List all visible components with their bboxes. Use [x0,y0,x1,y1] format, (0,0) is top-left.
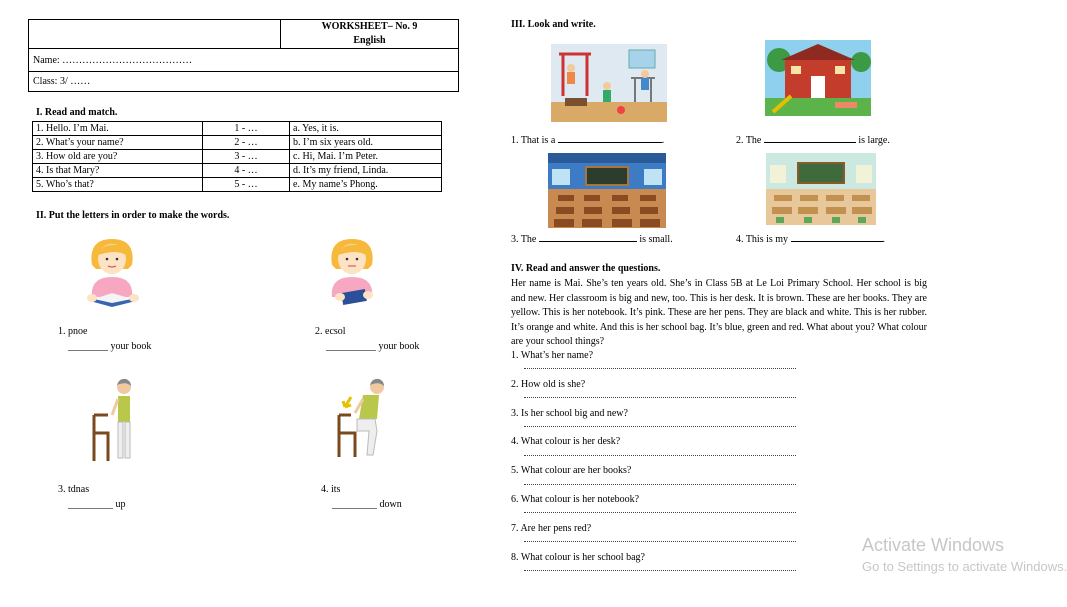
man-sit-down-illustration [333,375,395,465]
gym-picture [551,44,667,122]
answer-line-2[interactable] [524,397,796,398]
item-answer-4 [332,499,402,510]
header-table [28,19,459,92]
match-number: 2 - … [203,136,290,150]
match-number: 5 - … [203,178,290,192]
section-3-title: III. Look and write. [511,19,596,30]
answer-line-8[interactable] [524,570,796,571]
table-row [33,122,442,136]
match-number: 1 - … [203,122,290,136]
answer-line-5[interactable] [524,484,796,485]
activate-windows-subtext: Go to Settings to activate Windows. [862,559,1067,574]
class-field: Class: 3/ …… [29,72,459,92]
item-tail: your book [110,341,152,352]
match-answer: c. Hi, Mai. I’m Peter. [290,150,442,164]
question-7: 7. Are her pens red? [511,523,592,534]
item-word-4: 4. its [321,484,341,495]
girl-close-book-illustration [318,235,390,310]
match-question: 2. What’s your name? [33,136,203,150]
question-6: 6. What colour is her notebook? [511,494,640,505]
small-classroom-picture [766,153,876,225]
match-answer: b. I’m six years old. [290,136,442,150]
question-5: 5. What colour are her books? [511,465,632,476]
item-tail: down [379,499,402,510]
prompt-text: 2. The [736,135,762,146]
prompt-end: is large. [858,135,890,146]
blank-line [539,241,637,242]
blank-line: _________ [332,499,377,510]
blank-line: __________ [326,341,376,352]
question-2: 2. How old is she? [511,379,586,390]
answer-line-3[interactable] [524,426,796,427]
match-question: 5. Who’s that? [33,178,203,192]
prompt-end: is small. [639,234,673,245]
answer-line-4[interactable] [524,455,796,456]
prompt-end: . [882,234,886,245]
match-answer: a. Yes, it is. [290,122,442,136]
table-row [33,150,442,164]
prompt-text: 3. The [511,234,537,245]
match-answer: d. It’s my friend, Linda. [290,164,442,178]
match-question: 1. Hello. I’m Mai. [33,122,203,136]
activate-windows-watermark: Activate Windows [862,535,1005,555]
name-field: Name: ………………………………… [29,49,459,72]
question-4: 4. What colour is her desk? [511,436,621,447]
item-word-2: 2. ecsol [315,326,346,337]
header-blank-cell [29,20,281,49]
item-word-3: 3. tdnas [58,484,90,495]
prompt-text: 4. This is my [736,234,789,245]
look-write-4 [736,234,885,245]
answer-line-6[interactable] [524,512,796,513]
girl-open-book-illustration [78,235,150,310]
match-table [32,121,442,192]
big-classroom-picture [548,153,666,228]
prompt-text: 1. That is a [511,135,556,146]
match-answer: e. My name’s Phong. [290,178,442,192]
section-4-title: IV. Read and answer the questions. [511,263,661,274]
match-question: 3. How old are you? [33,150,203,164]
worksheet-subject: English [353,35,386,46]
look-write-2 [736,135,890,146]
table-row [33,164,442,178]
header-title-cell [281,20,459,49]
look-write-1 [511,135,664,146]
match-number: 4 - … [203,164,290,178]
table-row [33,136,442,150]
item-answer-3 [68,499,126,510]
blank-line: ________ [68,341,108,352]
match-number: 3 - … [203,150,290,164]
question-1: 1. What’s her name? [511,350,594,361]
man-stand-up-illustration [86,375,148,465]
blank-line [791,241,883,242]
blank-line [764,142,856,143]
prompt-end: . [661,135,665,146]
look-write-3 [511,234,673,245]
item-answer-1 [68,341,151,352]
item-tail: up [115,499,126,510]
reading-passage: Her name is Mai. She’s ten years old. She’s in Class 5B at Le Loi Primary School. Her school is big and new. Her classroom is big and new, too. This is her desk. It is brown. These are her books. They are yellow. This is her notebook. It’s pink. These are her pens. They are black and white. This is her rubber. It’s orange and white. And this is her school bag. It’s blue, green and red. What about you? What colour are your school things? [511,278,927,347]
blank-line [558,142,662,143]
answer-line-1[interactable] [524,368,796,369]
answer-line-7[interactable] [524,541,796,542]
section-2-title: II. Put the letters in order to make the words. [36,210,230,221]
match-question: 4. Is that Mary? [33,164,203,178]
question-8: 8. What colour is her school bag? [511,552,645,563]
worksheet-title: WORKSHEET– No. 9 [321,21,418,32]
school-building-picture [765,40,871,116]
item-tail: your book [378,341,420,352]
question-3: 3. Is her school big and new? [511,408,628,419]
item-word-1: 1. pnoe [58,326,88,337]
item-answer-2 [326,341,419,352]
table-row [33,178,442,192]
section-1-title: I. Read and match. [36,107,118,118]
blank-line: _________ [68,499,113,510]
